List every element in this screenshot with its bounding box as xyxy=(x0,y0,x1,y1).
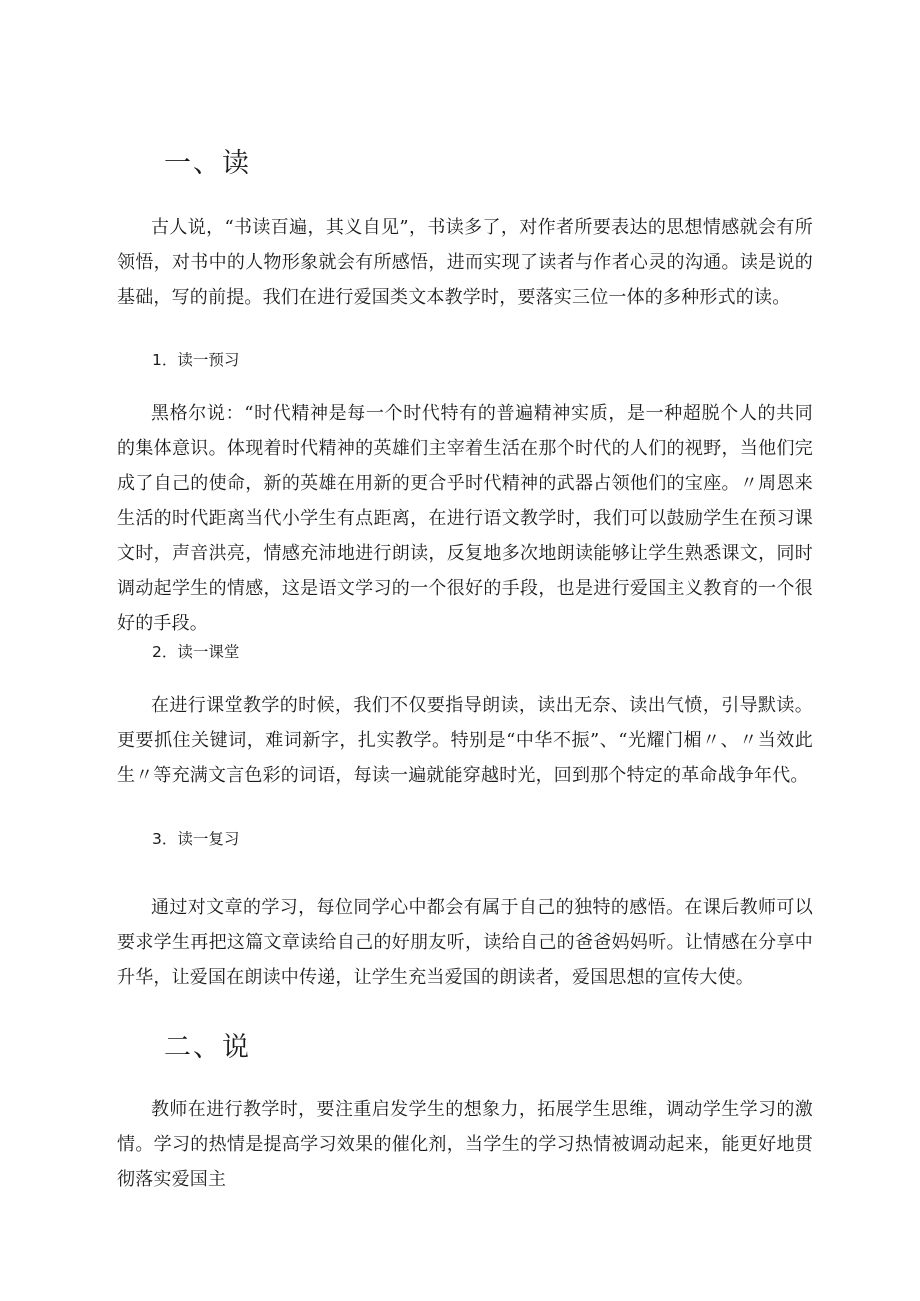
section-heading: 一、读 xyxy=(164,148,251,179)
subsection-heading: 2．读一课堂 xyxy=(152,643,240,661)
section-heading: 二、说 xyxy=(164,1032,251,1063)
subsection-heading: 3．读一复习 xyxy=(152,830,240,848)
subsection-paragraph: 通过对文章的学习，每位同学心中都会有属于自己的独特的感悟。在课后教师可以要求学生再把这篇文章读给自己的好朋友听，读给自己的爸爸妈妈听。让情感在分享中升华，让爱国在朗读中传递，让学生充当爱国的朗读者，爱国思想的宣传大使。 xyxy=(117,897,813,988)
section-intro-paragraph: 教师在进行教学时，要注重启发学生的想象力，拓展学生思维，调动学生学习的激情。学习的热情是提高学习效果的催化剂，当学生的学习热情被调动起来，能更好地贯彻落实爱国主 xyxy=(117,1099,813,1190)
section-intro-paragraph: 古人说，“书读百遍，其义自见”，书读多了，对作者所要表达的思想情感就会有所领悟，对书中的人物形象就会有所感悟，进而实现了读者与作者心灵的沟通。读是说的基础，写的前提。我们在进行爱国类文本教学时，要落实三位一体的多种形式的读。 xyxy=(117,217,813,308)
subsection-heading: 1．读一预习 xyxy=(152,351,240,369)
subsection-paragraph: 在进行课堂教学的时候，我们不仅要指导朗读，读出无奈、读出气愤，引导默读。更要抓住关键词，难词新字，扎实教学。特别是“中华不振”、“光耀门楣〃、〃当效此生〃等充满文言色彩的词语，每读一遍就能穿越时光，回到那个特定的革命战争年代。 xyxy=(117,695,813,786)
subsection-paragraph: 黑格尔说：“时代精神是每一个时代特有的普遍精神实质，是一种超脱个人的共同的集体意识。体现着时代精神的英雄们主宰着生活在那个时代的人们的视野，当他们完成了自己的使命，新的英雄在用新的更合乎时代精神的武器占领他们的宝座。〃周恩来生活的时代距离当代小学生有点距离，在进行语文教学时，我们可以鼓励学生在预习课文时，声音洪亮，情感充沛地进行朗读，反复地多次地朗读能够让学生熟悉课文，同时调动起学生的情感，这是语文学习的一个很好的手段，也是进行爱国主义教育的一个很好的手段。 xyxy=(117,403,813,634)
